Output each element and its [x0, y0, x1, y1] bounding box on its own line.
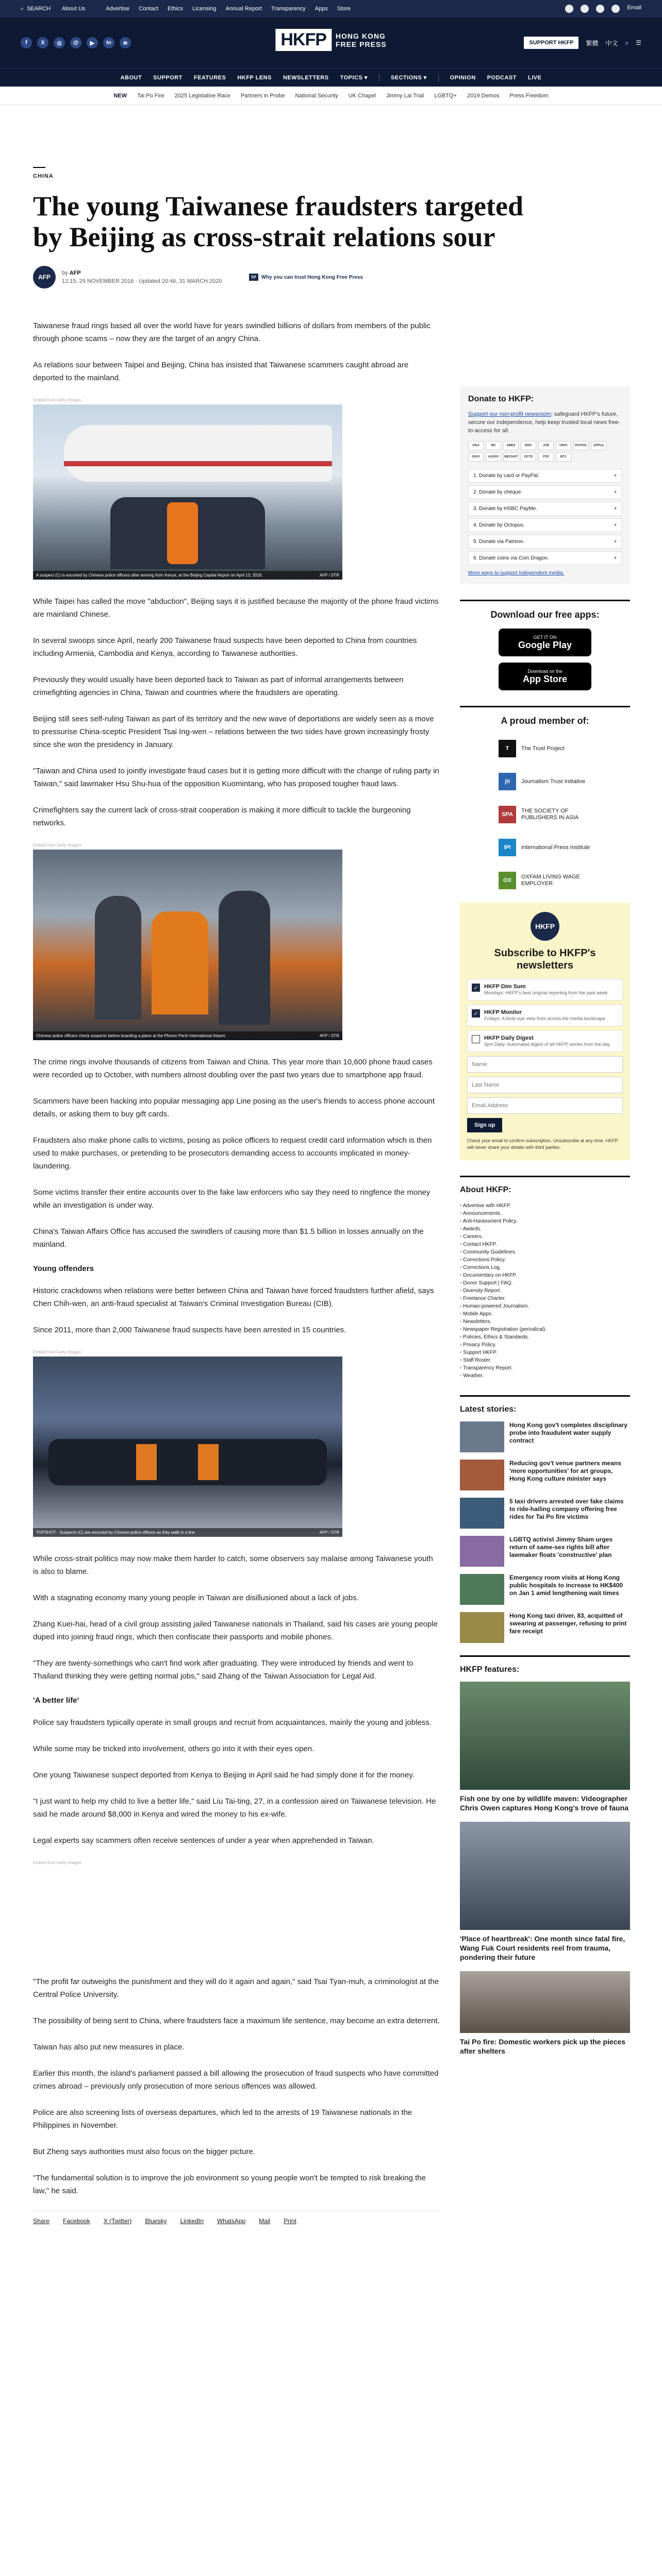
utility-link[interactable]: Contact [139, 6, 159, 12]
paragraph: In several swoops since April, nearly 200 Taiwanese fraud suspects have been deported to China from countries including Armenia, Cambodia and Kenya, according to Taiwanese authorities. [33, 636, 417, 658]
payment-card-icon: WECHAT [503, 452, 519, 462]
logo-mark: HKFP [275, 29, 332, 51]
byline-meta: by AFP 12:15, 29 NOVEMBER 2016 · Updated 20:46, 31 MARCH 2020 [62, 270, 222, 284]
article-body [33, 319, 440, 2225]
nav-item[interactable]: OPINION [450, 74, 476, 81]
about-link[interactable]: • Contact HKFP. [460, 1241, 630, 1248]
rss-icon[interactable]: ≋ [120, 37, 131, 48]
paragraph: Some victims transfer their entire accounts over to the fake law enforcers who say they need to ringfence the money while an investigation is under way. [33, 1188, 431, 1210]
paragraph: While cross-strait politics may now make them harder to catch, some observers say malaise among Taiwanese youth is also to blame. [33, 1554, 433, 1576]
about-link[interactable]: • Human-powered Journalism. [460, 1302, 630, 1310]
donate-box [460, 386, 630, 584]
latest-title: Latest stories: [460, 1395, 630, 1414]
nav-item[interactable]: LIVE [527, 74, 542, 81]
about-link[interactable]: • Mobile Apps. [460, 1310, 630, 1318]
utility-link[interactable]: Transparency [271, 6, 306, 12]
chevron-down-icon: ▾ [614, 555, 617, 561]
payment-card-icon: VISA [468, 441, 484, 450]
orange-vest [136, 1444, 157, 1480]
trust-project-icon: TP [249, 274, 258, 281]
about-link[interactable]: • Newspaper Registration (periodical). [460, 1326, 630, 1333]
nav-item[interactable]: FEATURES [193, 74, 226, 81]
paragraph: Zhang Kuei-hai, head of a civil group assisting jailed Taiwanese nationals in Thailand, said his cases are young people duped into joining fraud rings, which then confiscate their passports and mobile phones. [33, 1620, 438, 1641]
feature-image [460, 1971, 630, 2033]
author-avatar[interactable]: AFP [33, 266, 56, 289]
paragraph: Historic crackdowns when relations were better between China and Taiwan have forced fraudsters further afield, says Chen Chih-wen, an anti-fraud specialist at Taiwan's Criminal Investigation Bureau (CIB). [33, 1286, 434, 1308]
chevron-down-icon: ▾ [614, 473, 617, 479]
trending-label: NEW [113, 92, 127, 99]
donate-more-link[interactable]: More ways to support independent media. [468, 570, 565, 576]
member-logo-icon: jti [499, 773, 516, 790]
payment-card-icon: MC [486, 441, 501, 450]
about-link[interactable]: • Donor Support | FAQ. [460, 1279, 630, 1287]
orange-vest [152, 911, 208, 1014]
paragraph: Beijing still sees self-ruling Taiwan as part of its territory and the new wave of deportations are widely seen as a move to pressurise China-sceptic President Tsai Ing-wen – relations between the two sides have grown increasingly frosty since she won the presidency in January. [33, 715, 434, 749]
person-shape [95, 896, 141, 1020]
airplane-stripe [64, 461, 332, 466]
about-link[interactable]: • Announcements. [460, 1210, 630, 1217]
article-category[interactable]: CHINA [33, 173, 54, 179]
newsletter-option[interactable] [467, 1030, 623, 1052]
feature-headline[interactable]: Fish one by one by wildlife maven: Videographer Chris Owen captures Hong Kong's trove of fauna [460, 1794, 628, 1812]
share-mail[interactable]: Mail [259, 2217, 271, 2225]
about-link[interactable]: • Transparency Report. [460, 1364, 630, 1372]
nav-item[interactable]: HKFP LENS [237, 74, 272, 81]
utility-bar [0, 0, 662, 18]
donate-option-label: 2. Donate by cheque. [473, 489, 523, 495]
airplane-shape [64, 425, 332, 482]
sidebar [460, 386, 630, 2065]
donate-option[interactable] [468, 535, 622, 549]
newsletter-note: Check your email to confirm subscription. Unsubscribe at any time. HKFP will never share your details with third parties. [467, 1138, 618, 1150]
article-photo[interactable] [33, 1357, 342, 1537]
first-name-field[interactable] [467, 1056, 623, 1073]
story-headline[interactable]: Emergency room visits at Hong Kong public hospitals to increase to HK$400 on Jan 1 amid lengthening wait times [509, 1574, 623, 1597]
paragraph: While some may be tricked into involvement, others go into it with their eyes open. [33, 1744, 315, 1753]
newsletter-option[interactable] [467, 979, 623, 1001]
about-link[interactable]: • Privacy Policy. [460, 1341, 630, 1349]
logo-wordmark: HONG KONG FREE PRESS [335, 31, 387, 48]
app-store-button[interactable]: Download on the App Store [499, 663, 591, 690]
about-link[interactable]: • Anti-Harassment Policy. [460, 1217, 630, 1225]
chevron-down-icon: ▾ [614, 539, 617, 545]
about-link[interactable]: • Staff Roster. [460, 1357, 630, 1364]
paragraph: Crimefighters say the current lack of cross-strait cooperation is making it more difficult to tackle the burgeoning networks. [33, 806, 411, 827]
donate-option-label: 5. Donate via Patreon. [473, 539, 525, 545]
trending-link[interactable]: LGBTQ+ [434, 92, 457, 99]
paragraph: Taiwan has also put new measures in place. [33, 2043, 185, 2052]
donate-title: Donate to HKFP: [468, 395, 534, 403]
trending-link[interactable]: 2025 Legislative Race [174, 92, 230, 99]
story-thumbnail [460, 1460, 504, 1490]
trending-link[interactable]: Jimmy Lai Trial [386, 92, 424, 99]
paragraph: Since 2011, more than 2,000 Taiwanese fraud suspects have been arrested in 15 countries. [33, 1326, 346, 1334]
donate-options [468, 469, 622, 565]
checkbox[interactable] [472, 1035, 480, 1043]
subheading: Young offenders [33, 1264, 94, 1273]
latest-stories [460, 1421, 630, 1643]
share-bar [33, 2211, 440, 2225]
google-play-button[interactable]: GET IT ON Google Play [499, 629, 591, 656]
newsletter-name: HKFP Dim Sum [484, 984, 526, 990]
feature-headline[interactable]: Tai Po fire: Domestic workers pick up the pieces after shelters [460, 2038, 626, 2055]
about-link[interactable]: • Newsletters. [460, 1318, 630, 1326]
member-logo[interactable] [499, 803, 591, 826]
share-whatsapp[interactable]: WhatsApp [217, 2217, 246, 2225]
image-credit: Embed from Getty Images [33, 843, 81, 848]
share-facebook[interactable]: Facebook [63, 2217, 90, 2225]
paragraph: "The fundamental solution is to improve the job environment so young people won't be tempted to risk breaking the law," he said. [33, 2174, 426, 2195]
utility-link[interactable]: Advertise [106, 6, 130, 12]
trending-link[interactable]: 2019 Demos [467, 92, 500, 99]
member-logo[interactable] [499, 737, 591, 760]
site-logo[interactable] [275, 29, 386, 51]
paragraph: The possibility of being sent to China, where fraudsters face a maximum life sentence, may become an extra deterrent. [33, 2016, 440, 2025]
newsletter-option[interactable] [467, 1005, 623, 1026]
paragraph: The crime rings involve thousands of citizens from Taiwan and China. This year more than 10,600 phone fraud cases were recorded up to October, with numbers almost doubling over the past two years due to smartphone app fraud. [33, 1058, 433, 1079]
donate-option[interactable] [468, 518, 622, 532]
newsletter-desc: Mondays: HKFP's best original reporting from the past week. [484, 990, 609, 995]
category-rule [33, 167, 45, 168]
orange-vest [167, 502, 198, 564]
paragraph: Earlier this month, the island's parliament passed a bill allowing the prosecution of fraud suspects who have committed crimes abroad – previously only prosecution of more serious offences was allowed. [33, 2069, 439, 2091]
feature-image [460, 1822, 630, 1930]
feature-story[interactable] [460, 1822, 630, 1962]
article-photo[interactable] [33, 404, 342, 580]
story-thumbnail [460, 1536, 504, 1567]
trending-link[interactable]: Press Freedom [509, 92, 549, 99]
about-link[interactable]: • Corrections Log. [460, 1264, 630, 1272]
share-print[interactable]: Print [284, 2217, 296, 2225]
masthead [0, 18, 662, 68]
paragraph: Previously they would usually have been deported back to Taiwan as part of informal arrangements between crimefighting agencies in China, Taiwan and countries where the fraudsters are operating. [33, 675, 404, 697]
paragraph: Taiwanese fraud rings based all over the world have for years swindled billions of dollars from members of the public through phone scams – now they are the target of an angry China. [33, 321, 431, 343]
member-name: THE SOCIETY OF PUBLISHERS IN ASIA [521, 808, 579, 821]
story-headline[interactable]: Hong Kong taxi driver, 83, acquitted of swearing at passenger, refusing to print fare receipt [509, 1612, 627, 1635]
byline [33, 266, 629, 289]
about-link[interactable]: • Awards. [460, 1225, 630, 1233]
newsletter-name: HKFP Monitor [484, 1009, 522, 1015]
youtube-icon[interactable]: ▶ [87, 37, 98, 48]
latest-story[interactable] [460, 1460, 630, 1490]
story-headline[interactable]: 5 taxi drivers arrested over fake claims to ride-hailing company offering free rides for Tai Po fire victims [509, 1498, 624, 1520]
payment-card-icon: JCB [538, 441, 554, 450]
story-thumbnail [460, 1498, 504, 1529]
subheading: 'A better life' [33, 1696, 79, 1705]
article-header [0, 105, 662, 289]
linkedin-icon[interactable]: in [103, 37, 114, 48]
donate-link[interactable]: Support our non-profit newsroom [468, 411, 551, 417]
member-name: OXFAM LIVING WAGE EMPLOYER [521, 874, 580, 887]
story-headline[interactable]: LGBTQ activist Jimmy Sham urges return of same-sex rights bill after lawmaker floats 'constructive' plan [509, 1536, 613, 1558]
search-icon[interactable]: ⌕ [625, 39, 629, 46]
image-credit: Embed from Getty Images [33, 398, 81, 402]
payment-card-icon: ALIPAY [486, 452, 501, 462]
instagram-icon[interactable]: ◎ [54, 37, 65, 48]
trending-bar [0, 87, 662, 105]
paragraph: With a stagnating economy many young people in Taiwan are disillusioned about a lack of jobs. [33, 1594, 359, 1602]
newsletter-logo: HKFP [531, 912, 559, 941]
trending-link[interactable]: Partners in Probe [240, 92, 285, 99]
latest-story[interactable] [460, 1498, 630, 1529]
paragraph: One young Taiwanese suspect deported from Kenya to Beijing in April said he had simply done it for the money. [33, 1771, 415, 1780]
utility-link[interactable]: Licensing [192, 6, 217, 12]
utility-link[interactable]: Ethics [168, 6, 184, 12]
story-thumbnail [460, 1612, 504, 1643]
masthead-social [21, 37, 131, 48]
trending-link[interactable]: UK Chapel [348, 92, 376, 99]
member-logo[interactable] [499, 869, 591, 892]
youtube-icon[interactable] [611, 5, 620, 13]
language-link[interactable]: 中文 [605, 39, 618, 47]
support-hkfp-button[interactable]: SUPPORT HKFP [524, 37, 578, 49]
newsletter-option-text [484, 1009, 606, 1022]
nav-item[interactable]: ABOUT [120, 74, 142, 81]
member-name: The Trust Project [521, 745, 565, 752]
chinese-edition-link[interactable]: 繁體 [586, 39, 599, 47]
newsletter-option-text [484, 1035, 611, 1047]
features-list [460, 1682, 630, 2056]
main-nav [0, 68, 662, 87]
paragraph: Legal experts say scammers often receive sentences of under a year when apprehended in Taiwan. [33, 1836, 374, 1845]
features-title: HKFP features: [460, 1655, 630, 1674]
donate-option[interactable] [468, 502, 622, 516]
story-headline[interactable]: Reducing gov't venue partners means 'more opportunities' for art groups, Hong Kong culture minister says [509, 1460, 621, 1482]
about-links [460, 1202, 630, 1380]
apps-block [460, 600, 630, 690]
member-logo[interactable] [499, 770, 591, 793]
member-name: International Press Institute [521, 844, 590, 851]
email-link[interactable]: Email [627, 5, 641, 11]
payment-card-icon: GPAY [468, 452, 484, 462]
newsletter-title: Subscribe to HKFP's newsletters [494, 947, 596, 971]
paragraph: While Taipei has called the move "abduction", Beijing says it is justified because the majority of the phone fraud victims are mainland Chinese. [33, 597, 439, 619]
payment-card-icon: UPAY [556, 441, 571, 450]
member-logos [460, 737, 630, 892]
payment-card-icon: OCTO [521, 452, 536, 462]
donate-option-label: 3. Donate by HSBC PayMe. [473, 506, 537, 512]
checkbox[interactable]: ✓ [472, 984, 480, 992]
about-link[interactable]: • Careers. [460, 1233, 630, 1241]
share-linkedin[interactable]: LinkedIn [180, 2217, 204, 2225]
feature-story[interactable] [460, 1971, 630, 2056]
utility-link[interactable]: Annual Report [225, 6, 262, 12]
paragraph: "They are twenty-somethings who can't find work after graduating. They were introduced by friends and went to Thailand thinking they were getting normal jobs," said Zhang of the Taiwan Association for Legal Aid. [33, 1659, 413, 1681]
member-logo-icon: T [499, 740, 516, 757]
utility-links [106, 6, 351, 12]
about-link[interactable]: • Support HKFP. [460, 1349, 630, 1357]
utility-link[interactable]: Store [337, 6, 351, 12]
signup-button[interactable]: Sign up [467, 1118, 502, 1132]
about-link[interactable]: • Policies, Ethics & Standards. [460, 1333, 630, 1341]
payment-card-icon: APPLE [591, 441, 606, 450]
donate-option[interactable] [468, 551, 622, 565]
checkbox[interactable]: ✓ [472, 1009, 480, 1018]
about-link[interactable]: • Documentary on HKFP. [460, 1272, 630, 1279]
paragraph: "I just want to help my child to live a better life," said Liu Tai-ting, 27, in a confession aired on Taiwanese television. He said he made around $8,000 in Kenya and wired the money to his ex-wife. [33, 1797, 436, 1819]
publish-dates: 12:15, 29 NOVEMBER 2016 · Updated 20:46, 31 MARCH 2020 [62, 278, 222, 284]
member-logo-icon: SPA [499, 806, 516, 823]
paragraph: "The profit far outweighs the punishment and they will do it again and again," said Tsai Tyan-muh, a criminologist at the Central Police University. [33, 1977, 439, 1999]
member-title: A proud member of: [460, 706, 630, 726]
payment-card-icon: DISC [521, 441, 536, 450]
apps-title: Download our free apps: [460, 600, 630, 620]
newsletter-desc: Fridays: A birds-eye view from across the media landscape. [484, 1016, 607, 1021]
share-x-twitter[interactable]: X (Twitter) [103, 2217, 132, 2225]
about-link[interactable]: • Community Guidelines. [460, 1248, 630, 1256]
member-name: Journalism Trust Initiative [521, 778, 586, 785]
story-thumbnail [460, 1421, 504, 1452]
email-field[interactable] [467, 1097, 623, 1114]
trending-link[interactable]: National Security [295, 92, 338, 99]
nav-item[interactable]: TOPICS ▾ [340, 75, 368, 81]
feature-headline[interactable]: 'Place of heartbreak': One month since fatal fire, Wang Fuk Court residents reel from trauma, pondering their future [460, 1935, 625, 1961]
paragraph: Fraudsters also make phone calls to victims, posing as police officers to request credit card information which is then used to make purchases, or pretending to be prosecutors demanding access to accounts implicated in money-laundering. [33, 1136, 432, 1171]
latest-story[interactable] [460, 1574, 630, 1605]
nav-item[interactable]: SUPPORT [153, 74, 183, 81]
image-credit: Embed from Getty Images [33, 1350, 81, 1354]
image-credit: Embed from Getty Images [33, 1860, 81, 1865]
paragraph: Police say fraudsters typically operate in small groups and recruit from acquaintances, mainly the young and jobless. [33, 1718, 432, 1727]
search-link[interactable]: ⌕ SEARCH [21, 5, 51, 12]
donate-blurb: Support our non-profit newsroom: safeguard HKFP's future, secure our independence, help keep trusted local news free-to-access for all. [468, 411, 620, 434]
member-logo-icon: IPI [499, 839, 516, 856]
facebook-icon[interactable] [565, 5, 573, 13]
member-logo[interactable] [499, 836, 591, 859]
payment-card-icon: AMEX [503, 441, 519, 450]
donate-option[interactable] [468, 469, 622, 483]
photo-caption: TOPSHOT - Suspects (C) are escorted by Chinese police officers as they walk in a line. AFP / STR [33, 1528, 342, 1537]
payment-methods [468, 441, 622, 462]
about-link[interactable]: • Corrections Policy. [460, 1256, 630, 1264]
photo-caption: Chinese police officers check suspects before boarding a plane at the Phnom Penh International Airport. AFP / STR [33, 1031, 342, 1040]
search-icon: ⌕ [21, 5, 24, 12]
newsletter-box [460, 903, 630, 1160]
feature-image [460, 1682, 630, 1790]
newsletter-options [467, 979, 623, 1052]
story-thumbnail [460, 1574, 504, 1605]
x-icon[interactable] [581, 5, 589, 13]
person-shape [219, 891, 270, 1025]
about-link[interactable]: • Diversity Report. [460, 1287, 630, 1295]
x-icon[interactable]: X [37, 37, 48, 48]
paragraph: "Taiwan and China used to jointly investigate fraud cases but it is getting more difficult with the change of ruling party in Taiwan," said lawmaker Hsu Shu-hua of the opposition Kuomintang, who has proposed tougher fraud laws. [33, 767, 439, 788]
paragraph: But Zheng says authorities must also focus on the bigger picture. [33, 2147, 256, 2156]
donate-option-label: 1. Donate by card or PayPal. [473, 473, 539, 479]
story-headline[interactable]: Hong Kong gov't completes disciplinary probe into fraudulent water supply contract [509, 1421, 627, 1444]
latest-story[interactable] [460, 1536, 630, 1567]
paragraph: As relations sour between Taipei and Beijing, China has insisted that Taiwanese scammers caught abroad are deported to the mainland. [33, 361, 409, 382]
donate-option[interactable] [468, 485, 622, 499]
menu-icon[interactable]: ☰ [636, 39, 641, 46]
about-link[interactable]: • Freelance Charter. [460, 1295, 630, 1302]
latest-story[interactable] [460, 1612, 630, 1643]
trending-link[interactable]: Tai Po Fire [137, 92, 164, 99]
utility-link[interactable]: Apps [315, 6, 328, 12]
facebook-icon[interactable]: f [21, 37, 32, 48]
newsletter-option-text [484, 984, 609, 996]
threads-icon[interactable]: @ [70, 37, 81, 48]
member-block [460, 706, 630, 892]
member-logo-icon: OX [499, 872, 516, 889]
share-share[interactable]: Share [33, 2217, 50, 2225]
line-of-suspects [48, 1439, 327, 1485]
share-bluesky[interactable]: Bluesky [145, 2217, 167, 2225]
nav-divider [438, 74, 439, 81]
nav-item[interactable]: SECTIONS ▾ [390, 75, 427, 81]
paragraph: Scammers have been hacking into popular messaging app Line posing as the user's friends to access phone account details, or asking them to buy gift cards. [33, 1097, 435, 1118]
last-name-field[interactable] [467, 1077, 623, 1093]
embed-placeholder [33, 1867, 440, 1965]
about-link[interactable]: • Weather. [460, 1372, 630, 1380]
author-name[interactable]: AFP [69, 270, 81, 276]
chevron-down-icon: ▾ [614, 489, 617, 495]
paragraph: Police are also screening lists of overseas departures, which led to the arrests of 19 Taiwanese nationals in the Philippines in November. [33, 2108, 412, 2130]
paragraph: China's Taiwan Affairs Office has accused the swindlers of causing more than $1.5 billion in losses annually on the mainland. [33, 1227, 424, 1249]
orange-vest [198, 1444, 219, 1480]
nav-item[interactable]: NEWSLETTERS [283, 74, 329, 81]
donate-option-label: 4. Donate by Octopus. [473, 522, 525, 528]
payment-card-icon: FPS [538, 452, 554, 462]
about-title: About HKFP: [460, 1176, 630, 1195]
about-link[interactable]: About Us [62, 6, 86, 12]
payment-card-icon: PAYPAL [573, 441, 589, 450]
payment-card-icon: BTC [556, 452, 571, 462]
newsletter-desc: 9pm Daily: Automated digest of all HKFP stories from the day. [484, 1042, 611, 1047]
chevron-down-icon: ▾ [614, 522, 617, 528]
photo-caption: A suspect (C) is escorted by Chinese police officers after arriving from Kenya, at the Beijing Capital Airport on April 13, 2016. AFP / STR [33, 571, 342, 580]
newsletter-name: HKFP Daily Digest [484, 1035, 534, 1041]
feature-story[interactable] [460, 1682, 630, 1812]
about-link[interactable]: • Advertise with HKFP. [460, 1202, 630, 1210]
donate-option-label: 6. Donate coins via Coin Dragon. [473, 555, 549, 561]
article-headline: The young Taiwanese fraudsters targeted by Beijing as cross-strait relations sour [33, 191, 524, 252]
article-photo[interactable] [33, 850, 342, 1040]
trust-link[interactable]: TP Why you can trust Hong Kong Free Press [249, 274, 363, 281]
nav-item[interactable]: PODCAST [487, 74, 517, 81]
instagram-icon[interactable] [596, 5, 604, 13]
latest-story[interactable] [460, 1421, 630, 1452]
chevron-down-icon: ▾ [614, 506, 617, 512]
